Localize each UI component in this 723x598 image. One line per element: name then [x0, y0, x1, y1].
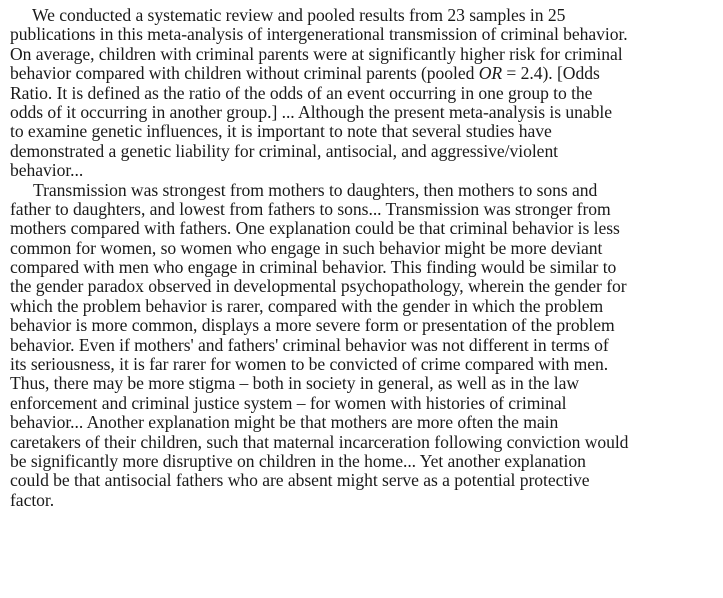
- text-segment: = 2.4). [Odds: [502, 63, 600, 84]
- text-line: behavior...: [10, 160, 84, 181]
- text-line: to examine genetic influences, it is important to note that several studies have: [10, 121, 552, 142]
- text-line: publications in this meta-analysis of intergenerational transmission of criminal behavior.: [10, 24, 628, 45]
- paragraph-1: [10, 6, 718, 181]
- paragraph-2: [10, 181, 718, 511]
- text-line: factor.: [10, 489, 55, 510]
- odds-ratio-abbrev: OR: [478, 63, 503, 84]
- text-line: We conducted a systematic review and pooled results from 23 samples in 25: [32, 5, 566, 25]
- text-line: caretakers of their children, such that maternal incarceration following conviction would: [10, 431, 629, 452]
- text-line: Transmission was strongest from mothers to daughters, then mothers to sons and: [33, 179, 598, 200]
- text-line: common for women, so women who engage in such behavior might be more deviant: [10, 237, 603, 258]
- text-line: demonstrated a genetic liability for criminal, antisocial, and aggressive/violent: [10, 140, 559, 161]
- text-line: be significantly more disruptive on children in the home... Yet another explanation: [10, 450, 586, 471]
- text-line: behavior. Even if mothers' and fathers' criminal behavior was not different in terms of: [10, 334, 609, 355]
- text-line: enforcement and criminal justice system – for women with histories of criminal: [10, 392, 567, 413]
- text-line: the gender paradox observed in developmental psychopathology, wherein the gender for: [10, 276, 627, 297]
- document-body: [10, 6, 718, 510]
- text-line: father to daughters, and lowest from fathers to sons... Transmission was stronger from: [10, 198, 611, 219]
- text-line: Ratio. It is defined as the ratio of the odds of an event occurring in one group to the: [10, 82, 593, 103]
- text-line: On average, children with criminal parents were at significantly higher risk for criminal: [10, 43, 623, 64]
- text-line: its seriousness, it is far rarer for women to be convicted of crime compared with men.: [10, 354, 609, 375]
- text-line: Thus, there may be more stigma – both in society in general, as well as in the law: [10, 373, 580, 394]
- text-line: which the problem behavior is rarer, compared with the gender in which the problem: [10, 295, 604, 316]
- text-segment: behavior compared with children without criminal parents (pooled: [10, 63, 479, 84]
- text-line: mothers compared with fathers. One explanation could be that criminal behavior is less: [10, 218, 620, 239]
- text-line: behavior... Another explanation might be that mothers are more often the main: [10, 412, 559, 433]
- text-line: behavior is more common, displays a more severe form or presentation of the problem: [10, 315, 615, 336]
- text-line: [10, 64, 718, 83]
- text-line: could be that antisocial fathers who are absent might serve as a potential protective: [10, 470, 590, 491]
- text-line: compared with men who engage in criminal behavior. This finding would be similar to: [10, 257, 617, 278]
- text-line: odds of it occurring in another group.] ... Although the present meta-analysis is unable: [10, 101, 612, 122]
